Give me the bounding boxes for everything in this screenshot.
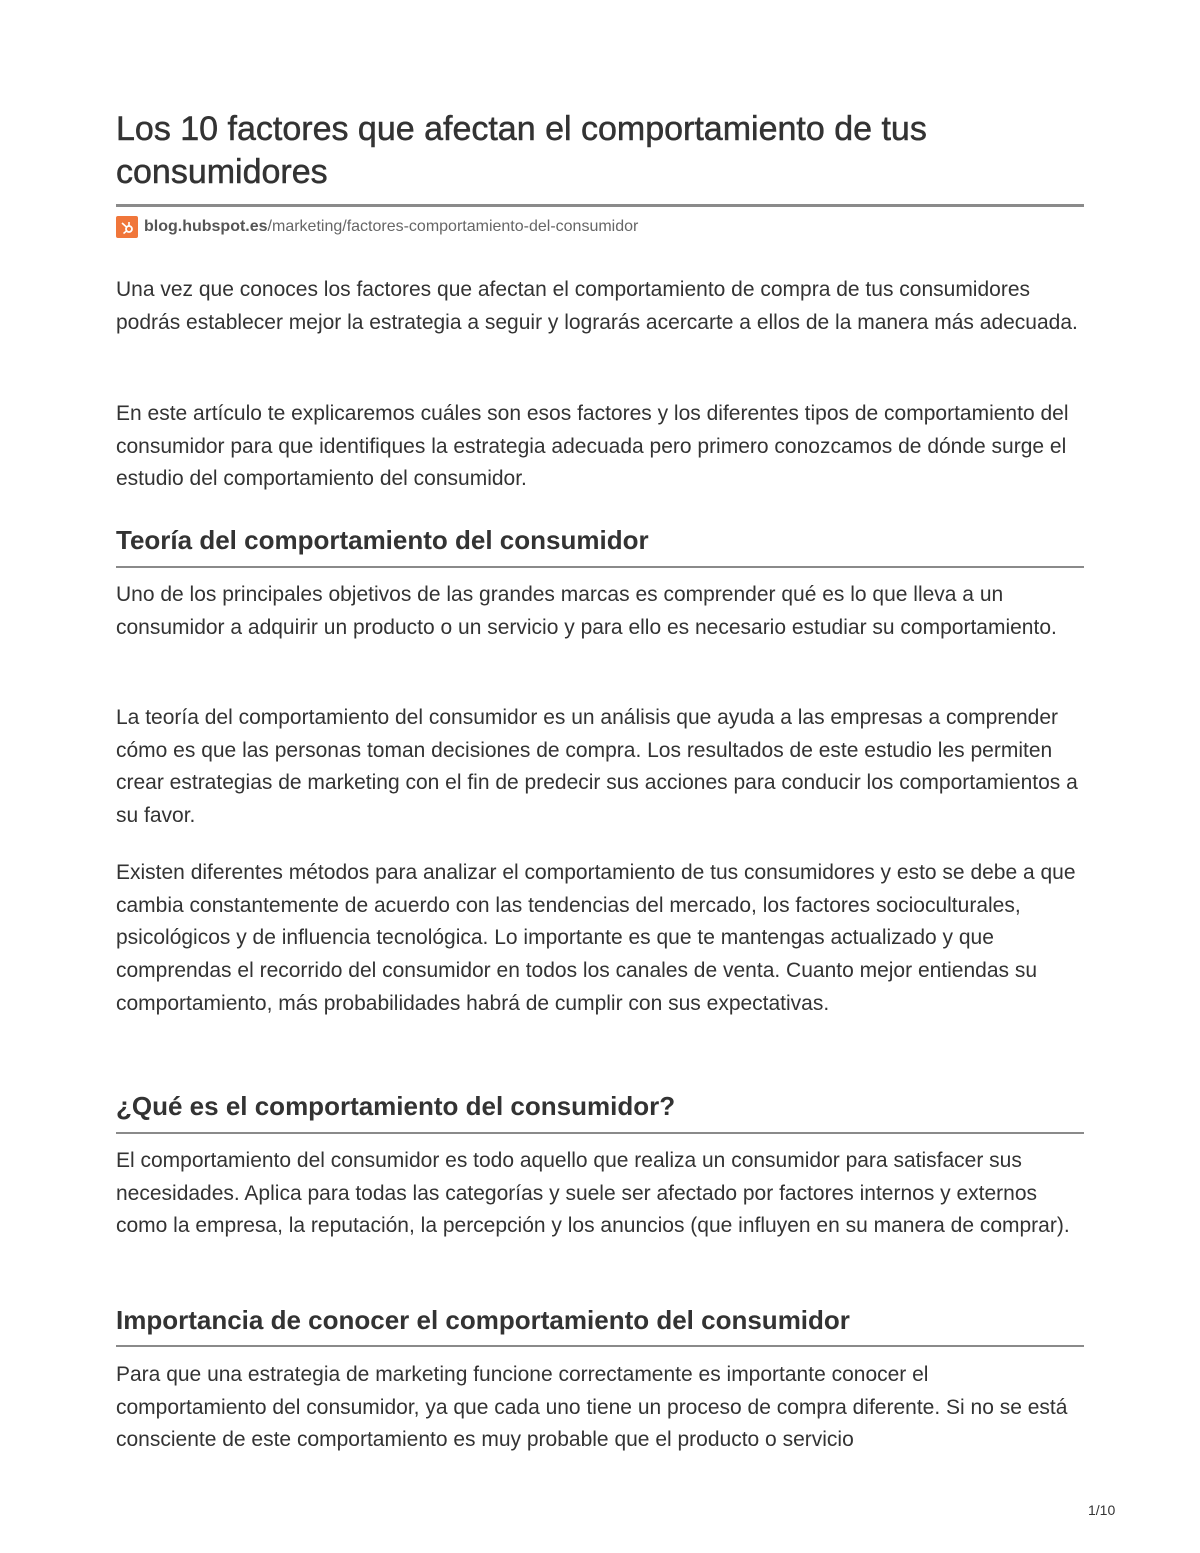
intro-paragraph-2: En este artículo te explicaremos cuáles son esos factores y los diferentes tipos de comportamiento del consumidor para que identifiques la estrategia adecuada pero primero conozcamos de dónde surge el estudio del comportamiento del consumidor. xyxy=(116,402,1069,491)
intro-paragraph-1: Una vez que conoces los factores que afectan el comportamiento de compra de tus consumidores podrás establecer mejor la estrategia a seguir y lograrás acercarte a ellos de la manera más adecuada. xyxy=(116,278,1078,334)
section-heading-importancia: Importancia de conocer el comportamiento del consumidor xyxy=(116,1305,850,1335)
section-paragraph: Existen diferentes métodos para analizar el comportamiento de tus consumidores y esto se debe a que cambia constantemente de acuerdo con las tendencias del mercado, los factores socioculturales, psicológicos y de influencia tecnológica. Lo importante es que te mantengas actualizado y que comprendas el recorrido del consumidor en todos los canales de venta. Cuanto mejor entiendas su comportamiento, más probabilidades habrá de cumplir con sus expectativas. xyxy=(116,861,1076,1015)
page-title: Los 10 factores que afectan el comportamiento de tus consumidores xyxy=(116,110,927,191)
title-divider xyxy=(116,204,1084,207)
section-paragraph: El comportamiento del consumidor es todo aquello que realiza un consumidor para satisfacer sus necesidades. Aplica para todas las categorías y suele ser afectado por factores internos y externos como la empresa, la reputación, la percepción y los anuncios (que influyen en su manera de comprar). xyxy=(116,1149,1070,1238)
section-paragraph: La teoría del comportamiento del consumidor es un análisis que ayuda a las empresas a comprender cómo es que las personas toman decisiones de compra. Los resultados de este estudio les permiten crear estrategias de marketing con el fin de predecir sus acciones para conducir los comportamientos a su favor. xyxy=(116,706,1078,828)
section-paragraph: Para que una estrategia de marketing funcione correctamente es importante conocer el comportamiento del consumidor, ya que cada uno tiene un proceso de compra diferente. Si no se está consciente de este comportamiento es muy probable que el producto o servicio xyxy=(116,1363,1068,1452)
section-paragraph: Uno de los principales objetivos de las grandes marcas es comprender qué es lo que lleva a un consumidor a adquirir un producto o un servicio y para ello es necesario estudiar su comportamiento. xyxy=(116,583,1057,639)
section-heading-que-es: ¿Qué es el comportamiento del consumidor? xyxy=(116,1091,676,1121)
source-link[interactable] xyxy=(116,215,638,239)
page-indicator: 1/10 xyxy=(1088,1502,1116,1518)
section-divider xyxy=(116,1345,1084,1347)
hubspot-icon xyxy=(116,216,138,238)
source-path[interactable]: /marketing/factores-comportamiento-del-consumidor xyxy=(267,218,639,235)
section-divider xyxy=(116,566,1084,568)
section-heading-teoria: Teoría del comportamiento del consumidor xyxy=(116,525,649,555)
source-domain[interactable]: blog.hubspot.es xyxy=(144,218,268,235)
section-divider xyxy=(116,1132,1084,1134)
